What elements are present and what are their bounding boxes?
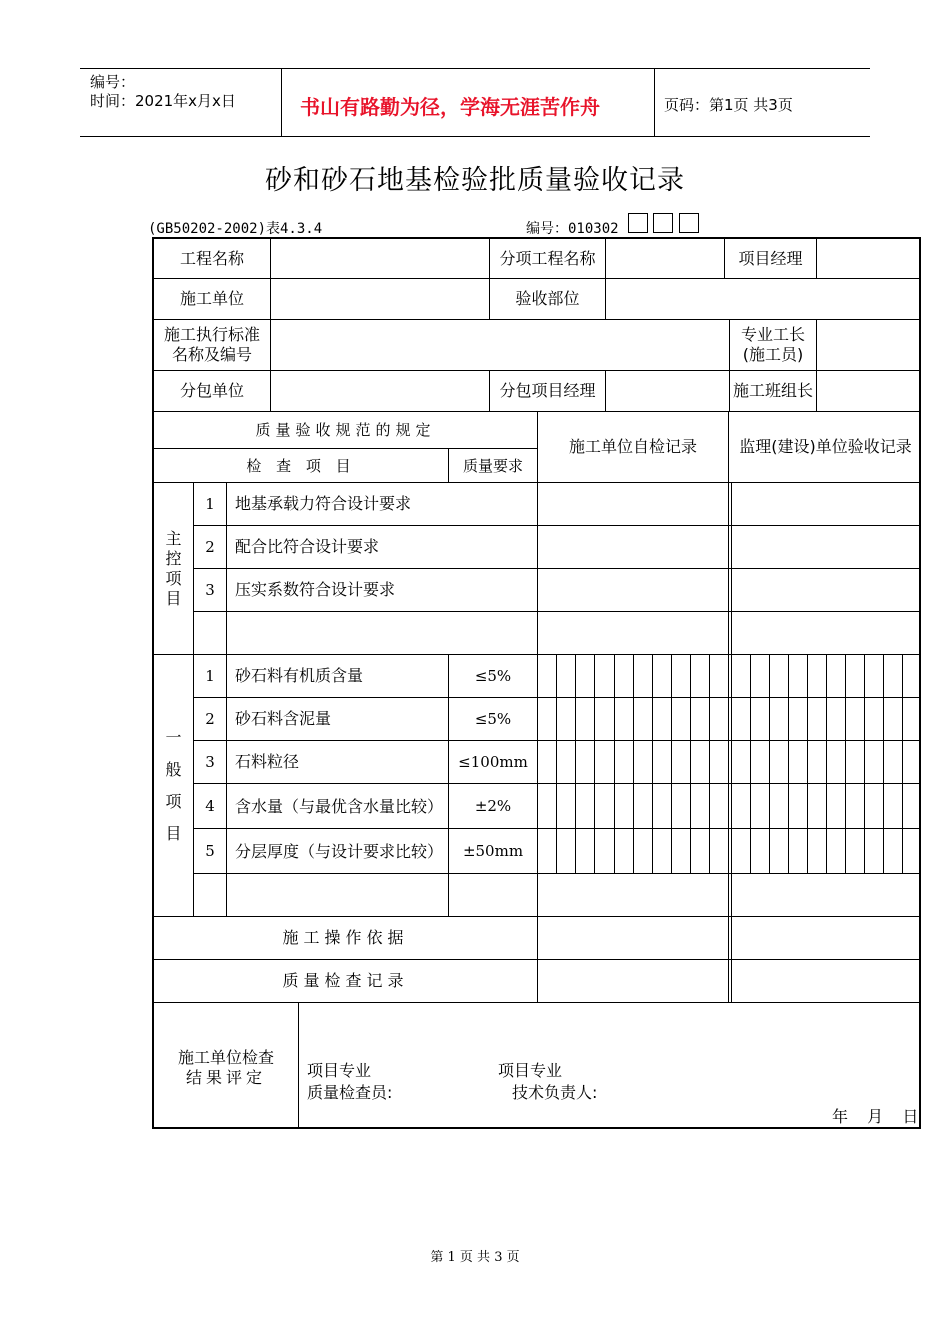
number-box[interactable] <box>679 213 699 233</box>
self-check-header: 施工单位自检记录 <box>568 437 697 456</box>
label-subcontractor: 分包单位 <box>179 381 244 400</box>
page-footer: 第 1 页 共 3 页 <box>430 1250 520 1265</box>
acceptance-part-field[interactable] <box>606 279 919 319</box>
operation-basis-self-field[interactable] <box>538 917 728 959</box>
label-standard <box>154 320 270 370</box>
evaluation-label <box>154 1003 298 1127</box>
main-items-label <box>154 483 193 654</box>
general-item-req: ≤100mm <box>458 753 528 771</box>
number-box[interactable] <box>653 213 673 233</box>
label-project-name: 工程名称 <box>179 248 244 268</box>
evaluation-left-line1: 项目专业 <box>307 1061 372 1080</box>
operation-basis-supervision-field[interactable] <box>732 917 919 959</box>
main-item-no: 1 <box>205 495 215 513</box>
label-sub-project-name: 分项工程名称 <box>499 248 596 268</box>
label-foreman-line2: (施工员) <box>742 345 804 364</box>
number-box[interactable] <box>628 213 648 233</box>
general-item-text: 含水量（与最优含水量比较） <box>235 796 444 816</box>
operation-basis-label: 施工操作依据 <box>282 928 409 947</box>
form-number: 编号：010302 <box>526 221 619 237</box>
label-project-manager: 项目经理 <box>738 248 803 268</box>
general-item-text: 砂石料有机质含量 <box>235 666 364 685</box>
quality-record-supervision-field[interactable] <box>732 960 919 1002</box>
label-foreman-line1: 专业工长 <box>740 325 805 344</box>
evaluation-label-line1: 施工单位检查 <box>177 1048 274 1067</box>
evaluation-right-line2: 技术负责人: <box>512 1083 598 1102</box>
general-item-no: 2 <box>205 710 215 728</box>
main-item-no: 2 <box>205 538 215 556</box>
evaluation-right-signer <box>498 1060 597 1104</box>
standard-field[interactable] <box>271 320 729 370</box>
header-motto: 书山有路勤为径，学海无涯苦作舟 <box>300 95 600 119</box>
header-page: 页码：第1页 共3页 <box>664 96 793 114</box>
foreman-field[interactable] <box>817 320 919 370</box>
general-label-char: 般 <box>165 759 182 779</box>
header-divider <box>654 68 655 136</box>
main-label-char: 目 <box>165 588 182 608</box>
label-standard-line1: 施工执行标准 <box>163 325 260 344</box>
label-sub-manager: 分包项目经理 <box>499 381 596 400</box>
general-item-req: ±50mm <box>462 842 524 860</box>
general-item-no: 1 <box>205 667 215 685</box>
evaluation-right-line1: 项目专业 <box>498 1061 563 1080</box>
general-item-text: 石料粒径 <box>235 752 300 771</box>
label-acceptance-part: 验收部位 <box>515 289 580 308</box>
subcontractor-field[interactable] <box>271 371 489 411</box>
sub-project-name-field[interactable] <box>606 239 724 278</box>
header-bottom-rule <box>80 136 870 137</box>
main-item-text: 配合比符合设计要求 <box>235 537 380 556</box>
quality-req-header: 质量要求 <box>462 456 523 475</box>
main-label-char: 项 <box>165 568 182 588</box>
team-leader-field[interactable] <box>817 371 919 411</box>
general-item-text: 分层厚度（与设计要求比较） <box>235 841 444 861</box>
supervision-header: 监理(建设)单位验收记录 <box>739 437 912 456</box>
norm-header: 质量验收规范的规定 <box>255 421 436 439</box>
general-items-label <box>154 655 193 916</box>
main-item-text: 压实系数符合设计要求 <box>235 580 396 599</box>
general-label-char: 目 <box>165 823 182 843</box>
main-label-char: 主 <box>165 528 182 548</box>
general-item-req: ≤5% <box>474 710 512 728</box>
general-label-char: 项 <box>165 791 182 811</box>
label-team-leader: 施工班组长 <box>732 381 813 400</box>
header-divider <box>281 68 282 136</box>
general-label-char: 一 <box>165 727 182 747</box>
quality-record-label: 质量检查记录 <box>282 971 409 990</box>
main-item-text: 地基承载力符合设计要求 <box>235 494 412 513</box>
header-code: 编号： <box>90 73 136 91</box>
main-label-char: 控 <box>165 548 182 568</box>
header-top-rule <box>80 68 870 69</box>
project-manager-field[interactable] <box>817 239 919 278</box>
sub-manager-field[interactable] <box>606 371 729 411</box>
standard-ref: (GB50202-2002)表4.3.4 <box>148 221 323 237</box>
general-item-no: 4 <box>205 797 215 815</box>
evaluation-label-line2: 结果评定 <box>185 1068 266 1087</box>
general-item-no: 3 <box>205 753 215 771</box>
quality-record-self-field[interactable] <box>538 960 728 1002</box>
general-item-text: 砂石料含泥量 <box>235 709 332 728</box>
general-item-no: 5 <box>205 842 215 860</box>
main-item-no: 3 <box>205 581 215 599</box>
evaluation-left-line2: 质量检查员: <box>307 1083 393 1102</box>
header-time: 时间：2021年x月x日 <box>90 92 236 110</box>
label-standard-line2: 名称及编号 <box>171 345 252 364</box>
evaluation-date: 年 月 日 <box>832 1107 922 1126</box>
label-foreman <box>730 320 816 370</box>
general-item-req: ±2% <box>474 797 512 815</box>
page-title: 砂和砂石地基检验批质量验收记录 <box>265 165 685 196</box>
general-item-req: ≤5% <box>474 667 512 685</box>
label-construction-unit: 施工单位 <box>179 289 244 308</box>
construction-unit-field[interactable] <box>271 279 489 319</box>
check-items-header: 检 查 项 目 <box>246 456 356 475</box>
project-name-field[interactable] <box>271 239 489 278</box>
evaluation-left-signer <box>307 1060 392 1104</box>
